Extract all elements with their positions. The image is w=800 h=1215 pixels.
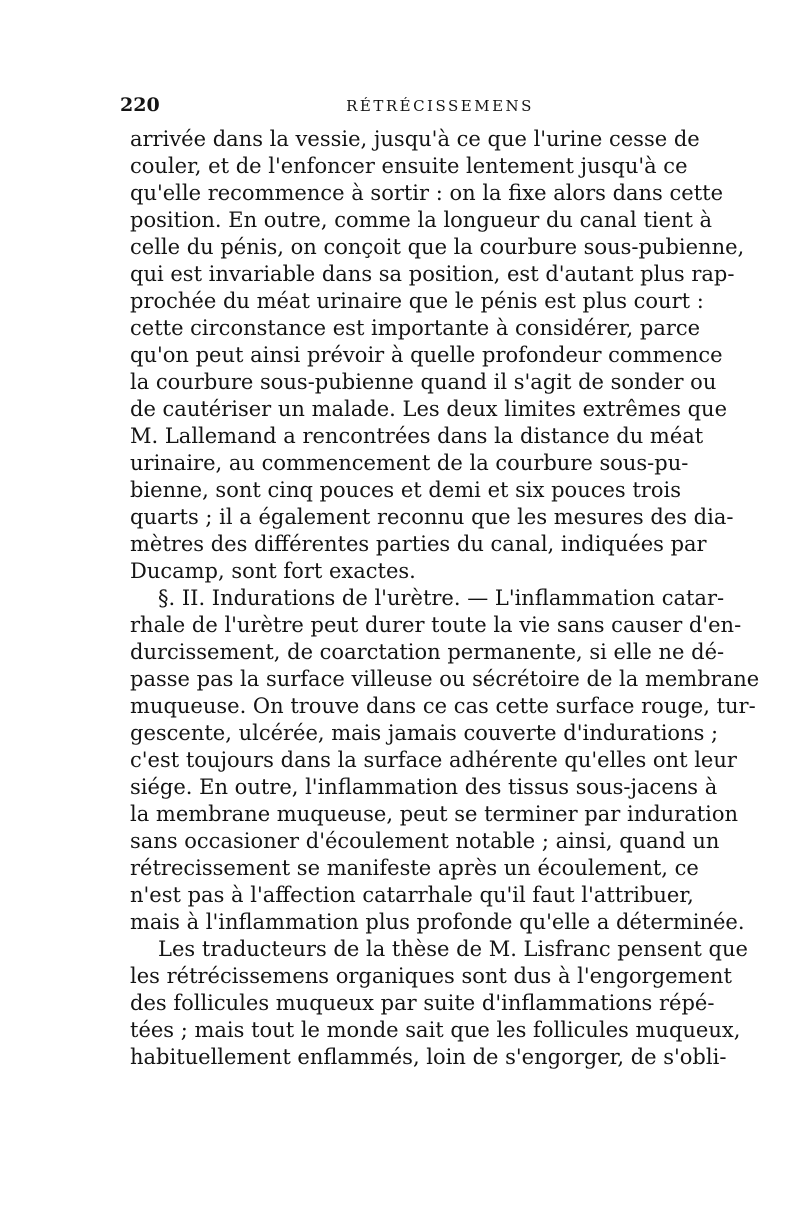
text-line: les rétrécissemens organiques sont dus à l'engorgement xyxy=(130,964,732,988)
text-line: habituellement enflammés, loin de s'engorger, de s'obli- xyxy=(130,1045,727,1069)
text-line: gescente, ulcérée, mais jamais couverte d'indurations ; xyxy=(130,721,719,745)
text-line: durcissement, de coarctation permanente, si elle ne dé- xyxy=(130,640,725,664)
text-line: passe pas la surface villeuse ou sécrétoire de la membrane xyxy=(130,667,760,691)
text-line: couler, et de l'enfoncer ensuite lentement jusqu'à ce xyxy=(130,154,688,178)
text-line: M. Lallemand a rencontrées dans la distance du méat xyxy=(130,424,704,448)
text-line: sans occasioner d'écoulement notable ; ainsi, quand un xyxy=(130,829,720,853)
text-line: quarts ; il a également reconnu que les mesures des dia- xyxy=(130,505,734,529)
text-line: cette circonstance est importante à considérer, parce xyxy=(130,316,701,340)
text-line: n'est pas à l'affection catarrhale qu'il faut l'attribuer, xyxy=(130,883,694,907)
text-line: muqueuse. On trouve dans ce cas cette surface rouge, tur- xyxy=(130,694,756,718)
text-line: prochée du méat urinaire que le pénis est plus court : xyxy=(130,289,704,313)
running-head: RÉTRÉCISSEMENS xyxy=(346,97,534,115)
text-line: siége. En outre, l'inflammation des tissus sous-jacens à xyxy=(130,775,718,799)
text-line: Ducamp, sont fort exactes. xyxy=(130,559,416,583)
text-line: la membrane muqueuse, peut se terminer par induration xyxy=(130,802,739,826)
section-heading-line: §. II. Indurations de l'urètre. — L'inflammation catar- xyxy=(158,586,725,610)
text-line: rétrecissement se manifeste après un écoulement, ce xyxy=(130,856,699,880)
text-line: de cautériser un malade. Les deux limites extrêmes que xyxy=(130,397,727,421)
text-line: mètres des différentes parties du canal, indiquées par xyxy=(130,532,707,556)
text-line: qu'on peut ainsi prévoir à quelle profondeur commence xyxy=(130,343,723,367)
text-line: mais à l'inflammation plus profonde qu'elle a déterminée. xyxy=(130,910,745,934)
text-line: bienne, sont cinq pouces et demi et six pouces trois xyxy=(130,478,681,502)
text-line: qu'elle recommence à sortir : on la fixe alors dans cette xyxy=(130,181,724,205)
body-text xyxy=(130,126,760,1071)
text-line: tées ; mais tout le monde sait que les follicules muqueux, xyxy=(130,1018,741,1042)
text-line: des follicules muqueux par suite d'inflammations répé- xyxy=(130,991,715,1015)
text-line: position. En outre, comme la longueur du canal tient à xyxy=(130,208,713,232)
text-line: c'est toujours dans la surface adhérente qu'elles ont leur xyxy=(130,748,737,772)
text-line: urinaire, au commencement de la courbure sous-pu- xyxy=(130,451,689,475)
text-line: celle du pénis, on conçoit que la courbure sous-pubienne, xyxy=(130,235,745,259)
text-line: arrivée dans la vessie, jusqu'à ce que l'urine cesse de xyxy=(130,127,700,151)
page-header xyxy=(120,94,668,120)
text-line: Les traducteurs de la thèse de M. Lisfranc pensent que xyxy=(158,937,748,961)
page-number: 220 xyxy=(120,94,160,116)
text-line: la courbure sous-pubienne quand il s'agit de sonder ou xyxy=(130,370,717,394)
text-line: qui est invariable dans sa position, est d'autant plus rap- xyxy=(130,262,735,286)
text-line: rhale de l'urètre peut durer toute la vie sans causer d'en- xyxy=(130,613,742,637)
